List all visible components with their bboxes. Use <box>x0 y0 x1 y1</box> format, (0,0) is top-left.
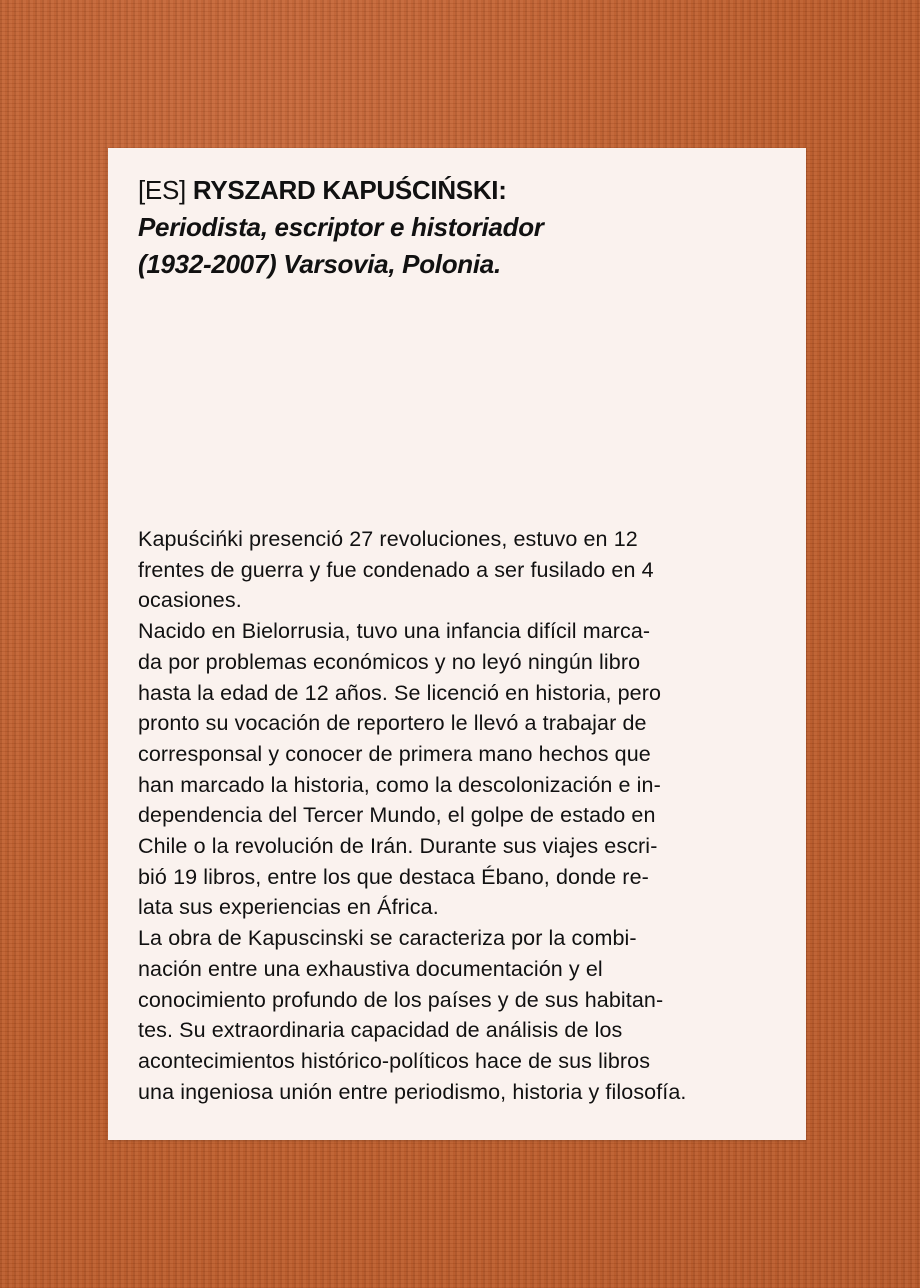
subtitle-dates-place: (1932-2007) Varsovia, Polonia. <box>138 249 501 279</box>
subtitle-occupation: Periodista, escriptor e historiador <box>138 212 544 242</box>
language-tag: [ES] <box>138 175 186 205</box>
biography-card <box>108 148 806 1140</box>
paragraph-work: La obra de Kapuscinski se caracteriza por la combi- nación entre una exhaustiva documentación y el conocimiento profundo de los países y de sus habitan- tes. Su extraordinaria capacidad de análisis de los acontecimientos histórico-políticos hace de sus libros una ingeniosa unión entre periodismo, historia y filosofía. <box>138 926 687 1104</box>
paragraph-intro: Kapuścińki presenció 27 revoluciones, estuvo en 12 frentes de guerra y fue condenado a ser fusilado en 4 ocasiones. <box>138 527 654 613</box>
card-heading <box>138 172 778 283</box>
person-name: RYSZARD KAPUŚCIŃSKI: <box>192 175 507 205</box>
biography-text <box>138 524 788 1107</box>
paragraph-life: Nacido en Bielorrusia, tuvo una infancia difícil marca- da por problemas económicos y no leyó ningún libro hasta la edad de 12 años. Se licenció en historia, pero pronto su vocación de reportero le llevó a trabajar de corresponsal y conocer de primera mano hechos que han marcado la historia, como la descolonización e in- dependencia del Tercer Mundo, el golpe de estado en Chile o la revolución de Irán. Durante sus viajes escri- bió 19 libros, entre los que destaca Ébano, donde re- lata sus experiencias en África. <box>138 619 662 920</box>
